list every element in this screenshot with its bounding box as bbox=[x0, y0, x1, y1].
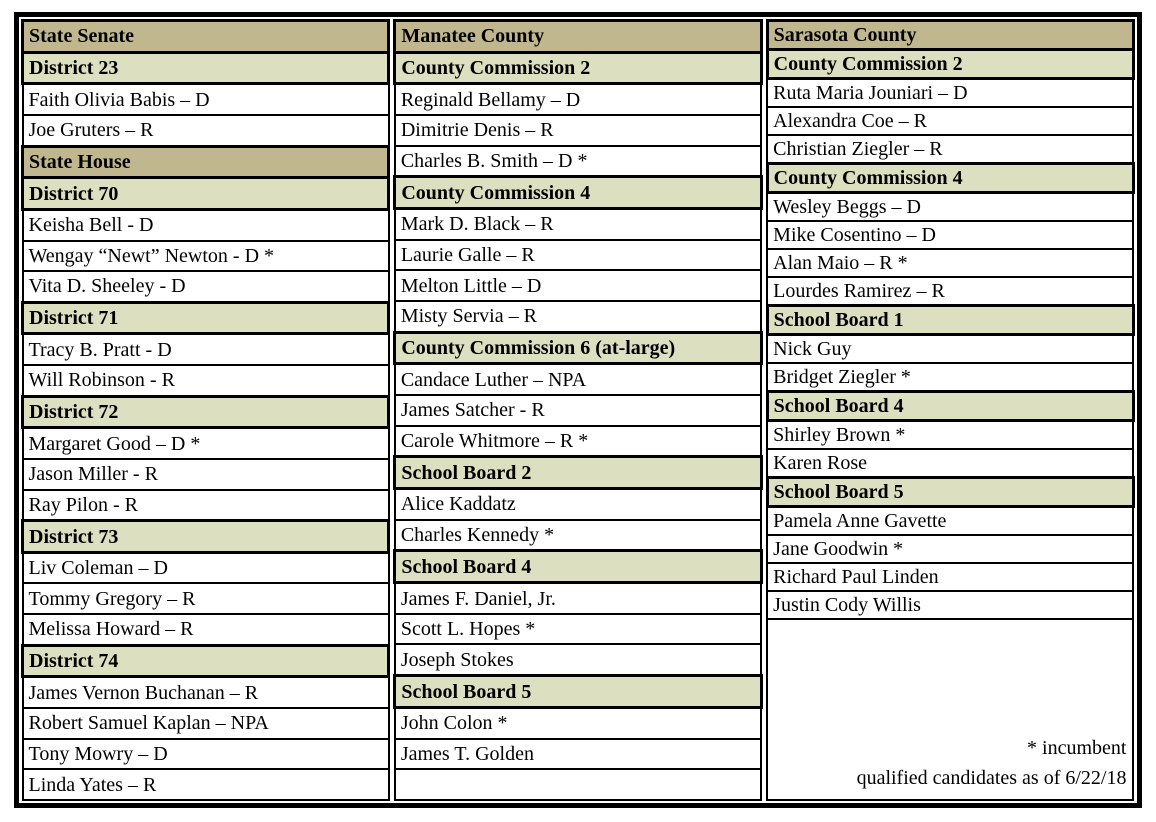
table-row bbox=[23, 52, 389, 84]
candidate-cell: Tony Mowry – D bbox=[23, 739, 389, 770]
column-header-cell: Manatee County bbox=[395, 21, 761, 53]
table-row bbox=[23, 209, 389, 240]
section-header-cell: School Board 5 bbox=[395, 676, 761, 708]
table-row bbox=[395, 115, 761, 146]
candidate-cell: Reginald Bellamy – D bbox=[395, 84, 761, 115]
candidate-cell: Pamela Anne Gavette bbox=[767, 507, 1133, 536]
candidate-cell: Joe Gruters – R bbox=[23, 115, 389, 146]
footnote-cell bbox=[767, 619, 1133, 800]
table-row bbox=[23, 614, 389, 645]
candidate-cell: Lourdes Ramirez – R bbox=[767, 277, 1133, 306]
table-row bbox=[23, 583, 389, 614]
table-row bbox=[23, 241, 389, 272]
section-header-cell: County Commission 4 bbox=[395, 177, 761, 209]
candidate-qualification-table bbox=[14, 12, 1142, 808]
table-row bbox=[767, 563, 1133, 591]
column-sarasota-county bbox=[766, 19, 1135, 801]
section-header-cell: District 70 bbox=[23, 178, 389, 210]
table-row bbox=[23, 146, 389, 178]
table-row bbox=[767, 50, 1133, 79]
candidate-cell: Joseph Stokes bbox=[395, 644, 761, 675]
candidate-cell: Candace Luther – NPA bbox=[395, 364, 761, 395]
candidate-cell bbox=[395, 769, 761, 800]
table-row bbox=[23, 428, 389, 459]
table-row bbox=[767, 135, 1133, 164]
section-header-cell: District 23 bbox=[23, 52, 389, 84]
table-row bbox=[395, 209, 761, 240]
table-row bbox=[395, 457, 761, 489]
candidate-cell: Nick Guy bbox=[767, 335, 1133, 364]
candidate-cell: James F. Daniel, Jr. bbox=[395, 583, 761, 614]
candidate-cell: Misty Servia – R bbox=[395, 301, 761, 332]
table-row bbox=[767, 21, 1133, 50]
table-row bbox=[767, 306, 1133, 335]
table-row bbox=[23, 365, 389, 396]
section-header-cell: School Board 5 bbox=[767, 478, 1133, 507]
table-row bbox=[767, 79, 1133, 108]
table-row bbox=[767, 449, 1133, 478]
candidate-cell: James Vernon Buchanan – R bbox=[23, 677, 389, 708]
section-header-cell: County Commission 6 (at-large) bbox=[395, 332, 761, 364]
candidate-cell: Shirley Brown * bbox=[767, 421, 1133, 450]
table-row bbox=[395, 52, 761, 84]
column-header-cell: Sarasota County bbox=[767, 21, 1133, 50]
candidate-cell: Dimitrie Denis – R bbox=[395, 115, 761, 146]
table-row bbox=[767, 478, 1133, 507]
table-row bbox=[395, 240, 761, 271]
table-row bbox=[395, 364, 761, 395]
section-header-cell: County Commission 2 bbox=[767, 50, 1133, 79]
table-row bbox=[395, 489, 761, 520]
table-row bbox=[23, 396, 389, 428]
column-header-cell: State House bbox=[23, 146, 389, 178]
column-header-cell: State Senate bbox=[23, 21, 389, 53]
candidate-cell: Liv Coleman – D bbox=[23, 552, 389, 583]
table-row bbox=[23, 302, 389, 334]
table-row bbox=[395, 614, 761, 645]
table-row bbox=[767, 249, 1133, 277]
candidate-cell: Alice Kaddatz bbox=[395, 489, 761, 520]
table-row bbox=[767, 164, 1133, 193]
table-row bbox=[395, 146, 761, 177]
table-row bbox=[395, 270, 761, 301]
table-row bbox=[23, 334, 389, 365]
table-row bbox=[767, 335, 1133, 364]
table-row bbox=[395, 551, 761, 583]
candidate-cell: James T. Golden bbox=[395, 739, 761, 770]
candidate-cell: Keisha Bell - D bbox=[23, 209, 389, 240]
candidate-cell: Mike Cosentino – D bbox=[767, 221, 1133, 249]
candidate-cell: Margaret Good – D * bbox=[23, 428, 389, 459]
table-row bbox=[395, 520, 761, 551]
table-row bbox=[767, 392, 1133, 421]
candidate-cell: Alexandra Coe – R bbox=[767, 107, 1133, 135]
sarasota-county-table bbox=[766, 19, 1135, 801]
candidate-cell: Jane Goodwin * bbox=[767, 535, 1133, 563]
table-row bbox=[23, 115, 389, 146]
table-row bbox=[395, 177, 761, 209]
candidate-cell: Tracy B. Pratt - D bbox=[23, 334, 389, 365]
table-row bbox=[395, 707, 761, 738]
state-legislature-table bbox=[21, 19, 390, 801]
candidate-cell: Robert Samuel Kaplan – NPA bbox=[23, 708, 389, 739]
section-header-cell: School Board 4 bbox=[767, 392, 1133, 421]
table-row bbox=[395, 426, 761, 457]
table-row bbox=[395, 332, 761, 364]
candidate-cell: Will Robinson - R bbox=[23, 365, 389, 396]
table-row bbox=[395, 676, 761, 708]
candidate-cell: James Satcher - R bbox=[395, 395, 761, 426]
table-row bbox=[767, 421, 1133, 450]
section-header-cell: County Commission 2 bbox=[395, 52, 761, 84]
table-row bbox=[767, 591, 1133, 619]
candidate-cell: Laurie Galle – R bbox=[395, 240, 761, 271]
candidate-cell: Richard Paul Linden bbox=[767, 563, 1133, 591]
table-row bbox=[395, 84, 761, 115]
table-row bbox=[395, 739, 761, 770]
table-row bbox=[767, 363, 1133, 392]
candidate-cell: Vita D. Sheeley - D bbox=[23, 271, 389, 302]
candidate-cell: Linda Yates – R bbox=[23, 769, 389, 800]
table-row bbox=[23, 739, 389, 770]
candidate-cell: Jason Miller - R bbox=[23, 459, 389, 490]
incumbent-note: * incumbent bbox=[1027, 737, 1127, 759]
candidate-cell: Charles B. Smith – D * bbox=[395, 146, 761, 177]
candidate-cell: Scott L. Hopes * bbox=[395, 614, 761, 645]
table-row bbox=[395, 395, 761, 426]
table-row bbox=[767, 221, 1133, 249]
table-row bbox=[23, 84, 389, 115]
candidate-cell: Christian Ziegler – R bbox=[767, 135, 1133, 164]
table-row bbox=[767, 193, 1133, 222]
candidate-cell: Wesley Beggs – D bbox=[767, 193, 1133, 222]
section-header-cell: District 71 bbox=[23, 302, 389, 334]
candidate-cell: Melissa Howard – R bbox=[23, 614, 389, 645]
table-row bbox=[23, 645, 389, 677]
table-row bbox=[395, 583, 761, 614]
table-row bbox=[23, 677, 389, 708]
column-state-legislature bbox=[21, 19, 390, 801]
section-header-cell: County Commission 4 bbox=[767, 164, 1133, 193]
table-row bbox=[23, 708, 389, 739]
candidate-cell: Ruta Maria Jouniari – D bbox=[767, 79, 1133, 108]
table-row bbox=[395, 301, 761, 332]
manatee-county-table bbox=[393, 19, 762, 801]
table-row bbox=[767, 507, 1133, 536]
candidate-cell: Justin Cody Willis bbox=[767, 591, 1133, 619]
table-row bbox=[23, 552, 389, 583]
table-row bbox=[23, 459, 389, 490]
table-row bbox=[23, 769, 389, 800]
candidate-cell: Faith Olivia Babis – D bbox=[23, 84, 389, 115]
qualified-date-note: qualified candidates as of 6/22/18 bbox=[856, 767, 1127, 789]
table-row bbox=[767, 535, 1133, 563]
candidate-cell: Carole Whitmore – R * bbox=[395, 426, 761, 457]
table-row bbox=[395, 644, 761, 675]
section-header-cell: District 74 bbox=[23, 645, 389, 677]
candidate-cell: Alan Maio – R * bbox=[767, 249, 1133, 277]
candidate-cell: Wengay “Newt” Newton - D * bbox=[23, 241, 389, 272]
candidate-cell: Charles Kennedy * bbox=[395, 520, 761, 551]
table-row bbox=[23, 21, 389, 53]
section-header-cell: School Board 4 bbox=[395, 551, 761, 583]
candidate-cell: Mark D. Black – R bbox=[395, 209, 761, 240]
table-row bbox=[23, 490, 389, 521]
table-row bbox=[23, 521, 389, 553]
table-row bbox=[767, 107, 1133, 135]
table-row bbox=[23, 178, 389, 210]
section-header-cell: District 72 bbox=[23, 396, 389, 428]
candidate-cell: Bridget Ziegler * bbox=[767, 363, 1133, 392]
candidate-cell: John Colon * bbox=[395, 707, 761, 738]
section-header-cell: School Board 1 bbox=[767, 306, 1133, 335]
candidate-cell: Karen Rose bbox=[767, 449, 1133, 478]
table-row bbox=[767, 277, 1133, 306]
candidate-cell: Melton Little – D bbox=[395, 270, 761, 301]
section-header-cell: School Board 2 bbox=[395, 457, 761, 489]
candidate-cell: Ray Pilon - R bbox=[23, 490, 389, 521]
table-row bbox=[23, 271, 389, 302]
table-row bbox=[395, 769, 761, 800]
candidate-cell: Tommy Gregory – R bbox=[23, 583, 389, 614]
section-header-cell: District 73 bbox=[23, 521, 389, 553]
column-manatee-county bbox=[393, 19, 762, 801]
table-row bbox=[395, 21, 761, 53]
